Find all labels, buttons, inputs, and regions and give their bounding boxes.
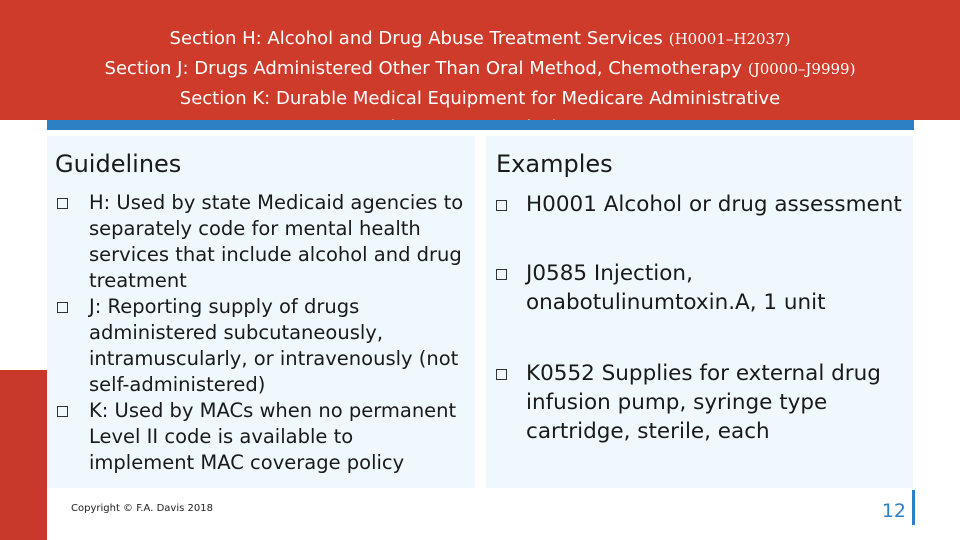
- header-line-j: [0, 54, 960, 84]
- square-bullet-icon: [57, 406, 68, 417]
- examples-title: Examples: [496, 150, 613, 178]
- examples-list: [526, 190, 911, 446]
- square-bullet-icon: [496, 200, 507, 211]
- list-item: [526, 259, 911, 317]
- header-line-code: (J0000–J9999): [747, 60, 856, 78]
- list-item: [526, 359, 911, 446]
- header-line-h: [0, 24, 960, 54]
- header-line-k: [0, 84, 960, 113]
- header-line-text: Section K: Durable Medical Equipment for Medicare Administrative: [179, 88, 781, 109]
- list-item: [89, 398, 464, 476]
- square-bullet-icon: [496, 369, 507, 380]
- page-number: 12: [881, 500, 906, 522]
- guidelines-list: [89, 190, 464, 476]
- guideline-text: H: Used by state Medicaid agencies to separately code for mental health services that include alcohol and drug treatment: [89, 191, 464, 292]
- example-text: J0585 Injection, onabotulinumtoxin.A, 1 unit: [526, 261, 826, 315]
- guideline-text: J: Reporting supply of drugs administered subcutaneously, intramuscularly, or intravenously (not self-administered): [89, 295, 459, 396]
- left-accent-bar: [0, 370, 47, 540]
- guidelines-title: Guidelines: [55, 150, 182, 178]
- guideline-text: K: Used by MACs when no permanent Level II code is available to implement MAC coverage policy: [89, 399, 457, 474]
- copyright-notice: Copyright © F.A. Davis 2018: [71, 503, 213, 514]
- list-item: [526, 190, 911, 219]
- square-bullet-icon: [57, 302, 68, 313]
- list-item: [89, 190, 464, 294]
- page-number-rule: [912, 490, 915, 525]
- header-line-text: Section J: Drugs Administered Other Than Oral Method, Chemotherapy: [104, 58, 742, 79]
- header-line-text: Section H: Alcohol and Drug Abuse Treatment Services: [169, 28, 663, 49]
- example-text: H0001 Alcohol or drug assessment: [526, 192, 902, 217]
- square-bullet-icon: [57, 198, 68, 209]
- example-text: K0552 Supplies for external drug infusion pump, syringe type cartridge, sterile, each: [526, 361, 881, 444]
- header-accent-bar: [47, 120, 914, 130]
- list-item: [89, 294, 464, 398]
- square-bullet-icon: [496, 269, 507, 280]
- header-line-code: (H0001–H2037): [668, 30, 791, 48]
- slide-header: [0, 0, 960, 120]
